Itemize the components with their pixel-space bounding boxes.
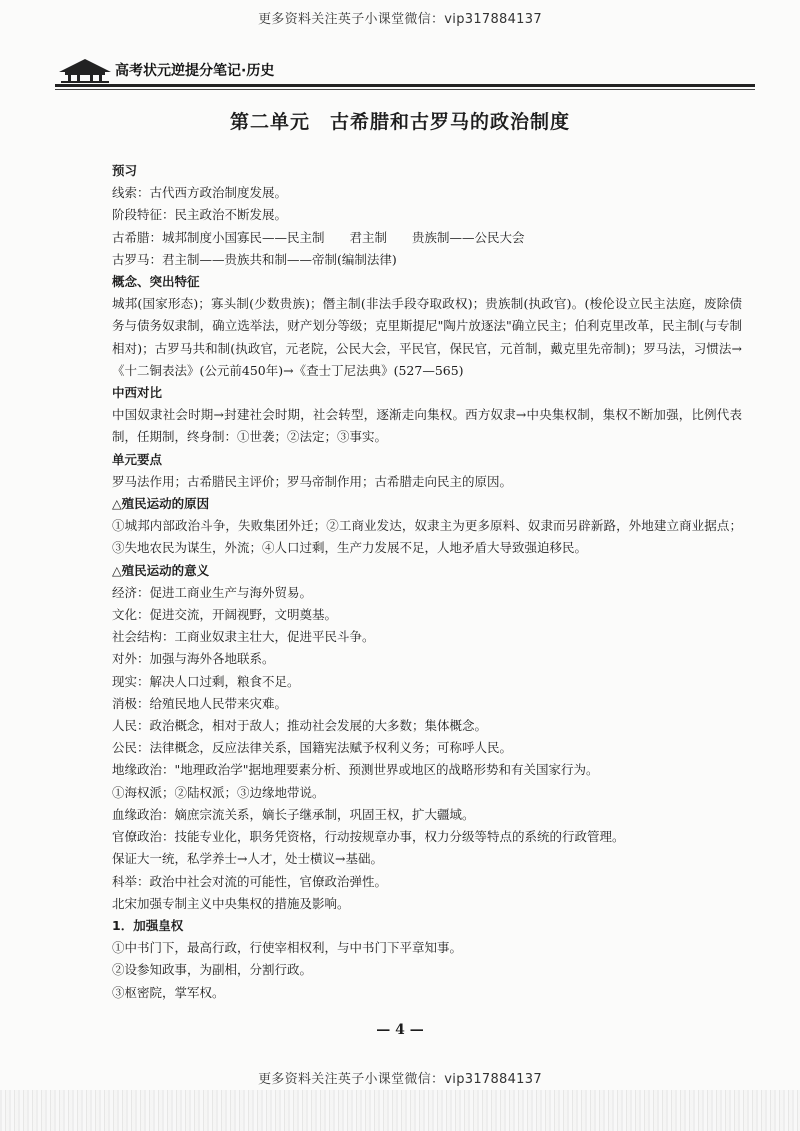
- colony-cause-paragraph: ①城邦内部政治斗争，失败集团外迁；②工商业发达，奴隶主为更多原料、奴隶而另辟新路，外地建立商业据点；③失地农民为谋生，外流；④人口过剩，生产力发展不足，人地矛盾大导致强迫移民。: [112, 518, 742, 556]
- meaning-line: ①海权派；②陆权派；③边缘地带说。: [112, 784, 325, 800]
- page-number: — 4 —: [376, 1022, 424, 1038]
- section-head-preview: 预习: [112, 163, 138, 178]
- header-rule-thin: [55, 89, 755, 90]
- preview-line: 古希腊：城邦制度小国寡民——民主制 君主制 贵族制——公民大会: [112, 229, 525, 245]
- running-title: 高考状元逆提分笔记·历史: [115, 63, 275, 79]
- section-head-power: 1．加强皇权: [112, 917, 184, 933]
- section-head-keypoints: 单元要点: [112, 451, 163, 467]
- section-head-colony-cause: △殖民运动的原因: [112, 496, 210, 512]
- header-rule: [55, 84, 755, 87]
- scan-noise-strip: [0, 1090, 800, 1131]
- meaning-line: 对外：加强与海外各地联系。: [112, 651, 275, 667]
- meaning-line: 公民：法律概念，反应法律关系，国籍宪法赋予权利义务；可称呼人民。: [112, 740, 513, 756]
- unit-title: 第二单元 古希腊和古罗马的政治制度: [229, 111, 570, 133]
- concepts-paragraph: 城邦(国家形态)；寡头制(少数贵族)；僭主制(非法手段夺取政权)；贵族制(执政官)。(梭伦设立民主法庭，废除债务与债务奴隶制，确立选举法，财产划分等级；克里斯提尼"陶片放逐法"确立民主；伯利克里改革，民主制(与专制相对)；古罗马共和制(执政官，元老院，公民大会，平民官，保民官，元首制，戴克里先帝制)；罗马法，习惯法→《十二铜表法》(公元前450年)→《查士丁尼法典》(527—565): [112, 296, 742, 378]
- power-line: ③枢密院，掌军权。: [112, 984, 225, 1000]
- meaning-line: 官僚政治：技能专业化，职务凭资格，行动按规章办事，权力分级等特点的系统的行政管理。: [112, 829, 625, 845]
- meaning-line: 经济：促进工商业生产与海外贸易。: [112, 584, 313, 600]
- meaning-line: 消极：给殖民地人民带来灾难。: [112, 695, 288, 711]
- meaning-line: 现实：解决人口过剩，粮食不足。: [112, 673, 300, 689]
- keypoints-paragraph: 罗马法作用；古希腊民主评价；罗马帝制作用；古希腊走向民主的原因。: [112, 473, 513, 489]
- power-line: ①中书门下，最高行政，行使宰相权利，与中书门下平章知事。: [112, 940, 463, 956]
- meaning-line: 科举：政治中社会对流的可能性，官僚政治弹性。: [112, 873, 388, 889]
- meaning-line: 社会结构：工商业奴隶主壮大，促进平民斗争。: [112, 629, 375, 645]
- meaning-line: 文化：促进交流，开阔视野，文明奠基。: [112, 607, 338, 623]
- preview-line: 阶段特征：民主政治不断发展。: [112, 207, 288, 223]
- meaning-line: 保证大一统，私学养士→人才，处士横议→基础。: [112, 851, 383, 867]
- meaning-line: 地缘政治："地理政治学"据地理要素分析、预测世界或地区的战略形势和有关国家行为。: [112, 762, 599, 778]
- watermark-bottom: 更多资料关注英子小课堂微信：vip317884137: [258, 1072, 542, 1087]
- main-content: [112, 160, 742, 1004]
- running-header: [55, 55, 755, 85]
- compare-paragraph: 中国奴隶社会时期→封建社会时期，社会转型，逐渐走向集权。西方奴隶→中央集权制，集权不断加强，比例代表制，任期制，终身制：①世袭；②法定；③事实。: [112, 407, 742, 445]
- section-head-concepts: 概念、突出特征: [112, 274, 200, 290]
- section-head-compare: 中西对比: [112, 385, 163, 401]
- power-line: ②设参知政事，为副相，分割行政。: [112, 962, 313, 978]
- meaning-line: 北宋加强专制主义中央集权的措施及影响。: [112, 895, 350, 911]
- preview-line: 古罗马：君主制——贵族共和制——帝制(编制法律): [112, 251, 397, 267]
- academy-roof-logo-icon: [55, 55, 115, 83]
- meaning-line: 血缘政治：嫡庶宗流关系，嫡长子继承制，巩固王权，扩大疆域。: [112, 806, 475, 822]
- meaning-line: 人民：政治概念，相对于敌人；推动社会发展的大多数；集体概念。: [112, 718, 488, 734]
- section-head-colony-meaning: △殖民运动的意义: [112, 562, 210, 578]
- watermark-top: 更多资料关注英子小课堂微信：vip317884137: [258, 12, 542, 27]
- preview-line: 线索：古代西方政治制度发展。: [112, 185, 288, 201]
